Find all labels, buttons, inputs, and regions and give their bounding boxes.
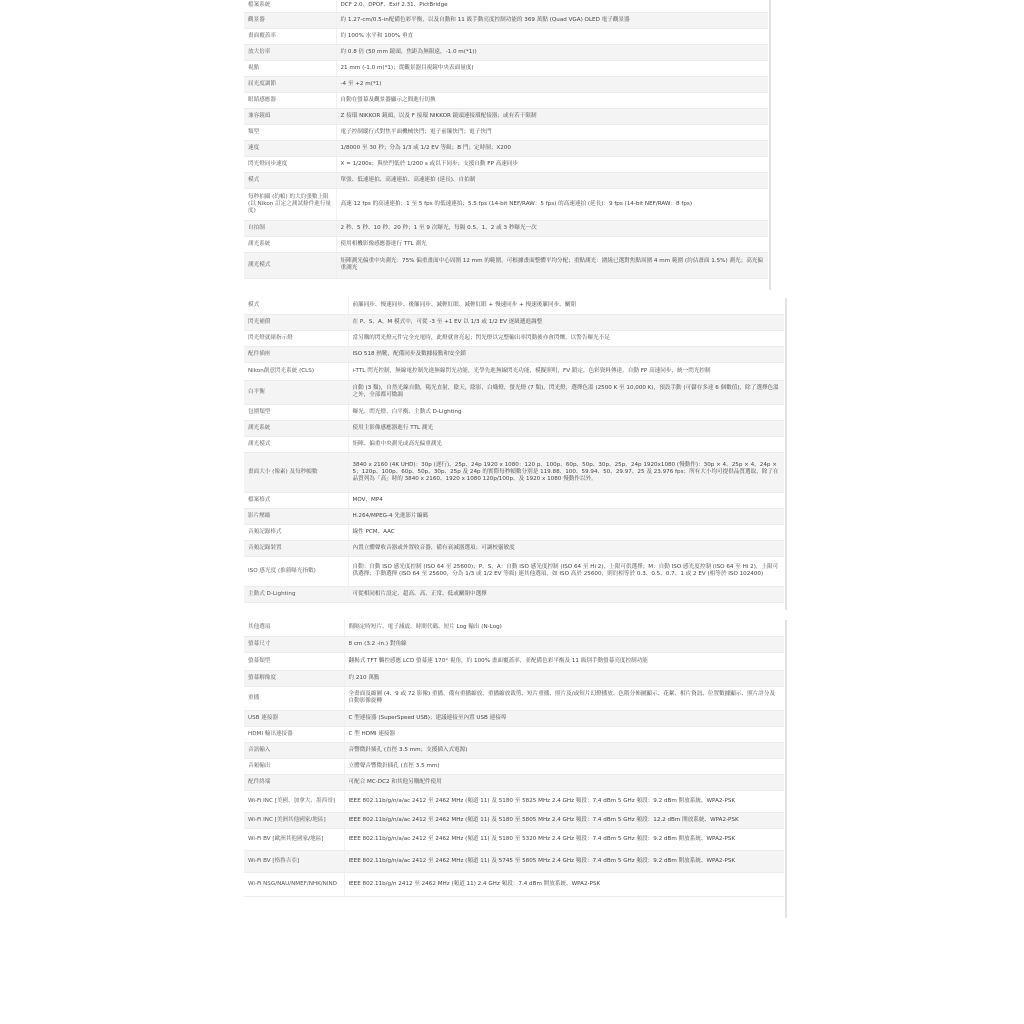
spec-value: IEEE 802.11b/g/n 2412 至 2462 MHz (頻道 11) 2.4 GHz 頻段：7.4 dBm 開放系統、WPA2-PSK <box>344 872 784 896</box>
spec-value: 內置立體聲收音器或外置收音器，備有衰減器選項；可調校靈敏度 <box>348 540 784 556</box>
spec-table-block-1 <box>244 0 768 290</box>
table-row <box>244 220 768 236</box>
spec-value: 間隔定時短片、電子減震、時間代碼、短片 Log 輸出 (N-Log) <box>344 620 784 636</box>
spec-value: -4 至 +2 m(*1) <box>336 76 768 92</box>
table-row <box>244 726 784 742</box>
spec-label: 螢幕類型 <box>244 652 344 670</box>
table-row <box>244 540 784 556</box>
table-row <box>244 140 768 156</box>
spec-label: 觀景器 <box>244 12 336 28</box>
spec-label: 音訊輸入 <box>244 742 344 758</box>
spec-value: 可配合 MC-DC2 和其他另購配件使用 <box>344 774 784 790</box>
spec-value: 可從相同相片設定、超高、高、正常、低或關閉中選擇 <box>348 586 784 602</box>
table-row <box>244 620 784 636</box>
spec-value: 2 秒、5 秒、10 秒、20 秒；1 至 9 次曝光，每隔 0.5、1、2 或 3 秒曝光一次 <box>336 220 768 236</box>
table-row <box>244 314 784 330</box>
spec-value: 約 100% 水平和 100% 垂直 <box>336 28 768 44</box>
table-row <box>244 380 784 404</box>
table-row <box>244 108 768 124</box>
spec-value: 21 mm (-1.0 m(*1)；從觀景器目視鏡中央表面量度) <box>336 60 768 76</box>
spec-value: H.264/MPEG-4 先進影片編碼 <box>348 508 784 524</box>
table-row <box>244 188 768 220</box>
spec-value: DCF 2.0、DPOF、Exif 2.31、PictBridge <box>336 0 768 12</box>
spec-label: 屈光度調節 <box>244 76 336 92</box>
table-row <box>244 828 784 850</box>
table-row <box>244 872 784 896</box>
spec-value: ISO 518 熱靴，配備同步及數據接點和安全鎖 <box>348 346 784 362</box>
spec-value: Z 接環 NIKKOR 鏡頭，以及 F 接環 NIKKOR 鏡頭連接環配接器；或有若干限制 <box>336 108 768 124</box>
spec-value: IEEE 802.11b/g/n/a/ac 2412 至 2462 MHz (頻道 11) 及 5745 至 5805 MHz 2.4 GHz 頻段：7.4 dBm 5 GHz 頻段：9.2 dBm 開放系統、WPA2-PSK <box>344 850 784 872</box>
table-row <box>244 28 768 44</box>
spec-value: 1/8000 至 30 秒；分為 1/3 或 1/2 EV 等級；B 門；定時制；X200 <box>336 140 768 156</box>
spec-label: 視點 <box>244 60 336 76</box>
table-row <box>244 586 784 602</box>
spec-label: 音頻記錄裝置 <box>244 540 348 556</box>
table-row <box>244 812 784 828</box>
spec-label: Wi-Fi BV [格魯吉亞] <box>244 850 344 872</box>
spec-label: Nikon創意閃光系統 (CLS) <box>244 362 348 380</box>
spec-table <box>244 298 784 603</box>
table-row <box>244 420 784 436</box>
spec-label: 檔案格式 <box>244 492 348 508</box>
spec-label: 類型 <box>244 124 336 140</box>
spec-label: 其他選項 <box>244 620 344 636</box>
spec-label: 螢幕尺寸 <box>244 636 344 652</box>
spec-value: 翻揭式 TFT 觸控感應 LCD 螢幕連 170° 視角，約 100% 畫面覆蓋率，並配備色彩平衡及 11 級別手動螢幕亮度控制功能 <box>344 652 784 670</box>
table-row <box>244 556 784 586</box>
table-row <box>244 0 768 12</box>
spec-value: 曝光、閃光燈、白平衡、主動式 D-Lighting <box>348 404 784 420</box>
spec-label: 模式 <box>244 172 336 188</box>
spec-value: IEEE 802.11b/g/n/a/ac 2412 至 2462 MHz (頻道 11) 及 5180 至 5825 MHz 2.4 GHz 頻段：7.4 dBm 5 GHz 頻段：9.2 dBm 開放系統、WPA2-PSK <box>344 790 784 812</box>
table-row <box>244 76 768 92</box>
spec-label: 兼容鏡頭 <box>244 108 336 124</box>
spec-label: 配件終端 <box>244 774 344 790</box>
spec-table <box>244 0 768 279</box>
spec-value: 約 210 萬點 <box>344 670 784 686</box>
spec-value: 高速 12 fps 的高速連拍；1 至 5 fps 的低速連拍；5.5 fps (14-bit NEF/RAW：5 fps) 的高速連拍 (延長)：9 fps (14-bit NEF/RAW：8 fps) <box>336 188 768 220</box>
spec-label: 重播 <box>244 686 344 710</box>
block-divider <box>785 298 787 610</box>
spec-label: 測光模式 <box>244 436 348 452</box>
spec-label: HDMI 輸出連接器 <box>244 726 344 742</box>
spec-label: 包圍類型 <box>244 404 348 420</box>
spec-value: i-TTL 閃光控制，無線電控制先進無線閃光功能，光學先進無線閃光功能，模擬照明，FV 鎖定，色彩資料傳達，自動 FP 高速同步，統一閃光控制 <box>348 362 784 380</box>
spec-value: 約 1.27-cm/0.5-in配備色彩平衡，以及自動和 11 級手動亮度控制功能的 369 萬點 (Quad VGA) OLED 電子觀景器 <box>336 12 768 28</box>
table-row <box>244 44 768 60</box>
table-row <box>244 492 784 508</box>
table-row <box>244 172 768 188</box>
spec-label: Wi-Fi NSG/NAU/NMEF/NHK/NIND <box>244 872 344 896</box>
table-row <box>244 330 784 346</box>
table-row <box>244 92 768 108</box>
spec-table <box>244 620 784 897</box>
table-row <box>244 850 784 872</box>
spec-label: Wi-Fi BV [歐洲其他國家/地區] <box>244 828 344 850</box>
spec-value: 矩陣、偏重中央測光或高光偏重測光 <box>348 436 784 452</box>
spec-value: IEEE 802.11b/g/n/a/ac 2412 至 2462 MHz (頻道 11) 及 5180 至 5320 MHz 2.4 GHz 頻段：7.4 dBm 5 GHz 頻段：9.2 dBm 開放系統、WPA2-PSK <box>344 828 784 850</box>
block-divider <box>769 0 771 290</box>
table-row <box>244 710 784 726</box>
spec-value: 自動：自動 ISO 感光度控制 (ISO 64 至 25600)；P、S、A：自動 ISO 感光度控制 (ISO 64 至 Hi 2)，上限可供選擇；M：自動 ISO 感光度控制 (ISO 64 至 Hi 2)，上限可供選擇；手動選擇 (ISO 64 至 25600，分為 1/3 或 1/2 EV 等級) 連其他選項，如 ISO 高於 25600，則約相等於 0.3、0.5、0.7、1 或 2 EV (相等於 ISO 102400) <box>348 556 784 586</box>
table-row <box>244 346 784 362</box>
spec-label: Wi-Fi INC [美洲其他國家/地區] <box>244 812 344 828</box>
spec-label: 閃光補償 <box>244 314 348 330</box>
table-row <box>244 12 768 28</box>
spec-label: 音頻記錄格式 <box>244 524 348 540</box>
spec-label: 檔案系統 <box>244 0 336 12</box>
table-row <box>244 670 784 686</box>
spec-label: 影片壓縮 <box>244 508 348 524</box>
spec-label: 閃光燈同步速度 <box>244 156 336 172</box>
table-row <box>244 404 784 420</box>
spec-value: 自動在螢幕及觀景器顯示之間進行切換 <box>336 92 768 108</box>
spec-label: USB 連接器 <box>244 710 344 726</box>
spec-table-block-3 <box>244 620 784 918</box>
spec-label: 畫面覆蓋率 <box>244 28 336 44</box>
table-row <box>244 636 784 652</box>
table-row <box>244 758 784 774</box>
table-row <box>244 452 784 492</box>
table-row <box>244 436 784 452</box>
spec-label: 畫面大小 (像素) 及每秒幀數 <box>244 452 348 492</box>
table-row <box>244 236 768 252</box>
spec-label: 自拍制 <box>244 220 336 236</box>
table-row <box>244 774 784 790</box>
spec-label: ISO 感光度 (推薦曝光指數) <box>244 556 348 586</box>
spec-label: 螢幕解像度 <box>244 670 344 686</box>
table-row <box>244 298 784 314</box>
spec-value: 當另購的閃光燈元件完全充電時，此燈就會亮起；閃光燈以完整輸出率閃動後亦會閃爍，以警告曝光不足 <box>348 330 784 346</box>
table-row <box>244 124 768 140</box>
spec-value: 電子控制縱行式對焦平面機械快門；電子前簾快門；電子快門 <box>336 124 768 140</box>
spec-value: IEEE 802.11b/g/n/a/ac 2412 至 2462 MHz (頻道 11) 及 5180 至 5805 MHz 2.4 GHz 頻段：7.4 dBm 5 GHz 頻段：12.2 dBm 開放系統、WPA2-PSK <box>344 812 784 828</box>
table-row <box>244 252 768 278</box>
spec-value: 在 P、S、A、M 模式中，可從 -3 至 +1 EV 以 1/3 或 1/2 EV 逐級遞進調整 <box>348 314 784 330</box>
spec-value: 3840 x 2160 (4K UHD)：30p (逐行)、25p、24p 1920 x 1080：120 p、100p、60p、50p、30p、25p、24p 1920x1080 (慢動作)：30p × 4、25p × 4、24p × 5；120p、100p、60p、50p、30p、25p 及 24p 的實際每秒幀數分別是 119.88、100、59.94、50、29.97、25 及 23.976 fps；所有大小均可提供品質選取，除了在品質列為「高」時的 3840 x 2160、1920 x 1080 120p/100p、及 1920 x 1080 慢動作以外。 <box>348 452 784 492</box>
spec-label: 模式 <box>244 298 348 314</box>
spec-value: 前簾同步、慢速同步、後簾同步、減輕紅眼、減輕紅眼 + 慢速同步 + 慢速後簾同步、關閉 <box>348 298 784 314</box>
spec-value: 使用主影像感應器進行 TTL 測光 <box>348 420 784 436</box>
spec-value: MOV、MP4 <box>348 492 784 508</box>
table-row <box>244 652 784 670</box>
table-row <box>244 60 768 76</box>
table-row <box>244 156 768 172</box>
spec-label: 白平衡 <box>244 380 348 404</box>
table-row <box>244 686 784 710</box>
spec-label: 測光系統 <box>244 236 336 252</box>
spec-value: 8 cm (3.2 -in.) 對角線 <box>344 636 784 652</box>
spec-value: C 型 HDMI 連接器 <box>344 726 784 742</box>
spec-value: 使用相機影像感應器進行 TTL 測光 <box>336 236 768 252</box>
spec-label: 測光模式 <box>244 252 336 278</box>
spec-label: 每秒拍攝 (約幀) 的大約張數上限 (以 Nikon 訂定之測試條件進行量度) <box>244 188 336 220</box>
spec-label: Wi-Fi INC [美國、加拿大、墨西哥] <box>244 790 344 812</box>
table-row <box>244 508 784 524</box>
block-divider <box>785 620 787 918</box>
spec-label: 速度 <box>244 140 336 156</box>
spec-label: 放大倍率 <box>244 44 336 60</box>
spec-label: 測光系統 <box>244 420 348 436</box>
spec-label: 閃光燈就緒指示燈 <box>244 330 348 346</box>
spec-value: 矩陣測光偏重中央測光：75% 偏重畫面中心周圍 12 mm 的範圍，可根據畫面整體平均分配；重點測光：圍繞已選對焦點周圍 4 mm 範圍 (約佔畫面 1.5%) 測光；高光偏重測光 <box>336 252 768 278</box>
spec-table-block-2 <box>244 298 784 610</box>
spec-value: 約 0.8 倍 (50 mm 鏡頭，焦距為無限遠，-1.0 m(*1)) <box>336 44 768 60</box>
spec-label: 配件插座 <box>244 346 348 362</box>
table-row <box>244 524 784 540</box>
spec-value: 立體聲音響微針插孔 (直徑 3.5 mm) <box>344 758 784 774</box>
spec-label: 主動式 D-Lighting <box>244 586 348 602</box>
spec-value: 音響微針插孔 (直徑 3.5 mm；支援插入式電源) <box>344 742 784 758</box>
table-row <box>244 362 784 380</box>
spec-label: 眼睛感應器 <box>244 92 336 108</box>
spec-value: 自動 (3 類)，自然光線自動，陽光直射，陰天，陰影，白熾燈，螢光燈 (7 類)，閃光燈，選擇色溫 (2500 K 至 10,000 K)，預設手動 (可儲存多達 6 個數值)，除了選擇色溫之外，全部都可微調 <box>348 380 784 404</box>
spec-value: C 型連接器 (SuperSpeed USB)；建議連接至內置 USB 連接埠 <box>344 710 784 726</box>
spec-value: 單張、低速連拍、高速連拍、高速連拍 (延長)、自拍制 <box>336 172 768 188</box>
table-row <box>244 742 784 758</box>
spec-label: 音頻輸出 <box>244 758 344 774</box>
spec-value: X = 1/200s；與快門低於 1/200 s 或以下同步；支援自動 FP 高速同步 <box>336 156 768 172</box>
spec-value: 全畫面及縮圖 (4、9 或 72 影像) 重播，備有重播縮放、重播縮放裁剪、短片重播、照片及/或短片幻燈播放、色階分佈圖顯示、花絮、相片資訊、位置數據顯示、照片評分及自動影像旋轉 <box>344 686 784 710</box>
table-row <box>244 790 784 812</box>
spec-value: 線性 PCM、AAC <box>348 524 784 540</box>
